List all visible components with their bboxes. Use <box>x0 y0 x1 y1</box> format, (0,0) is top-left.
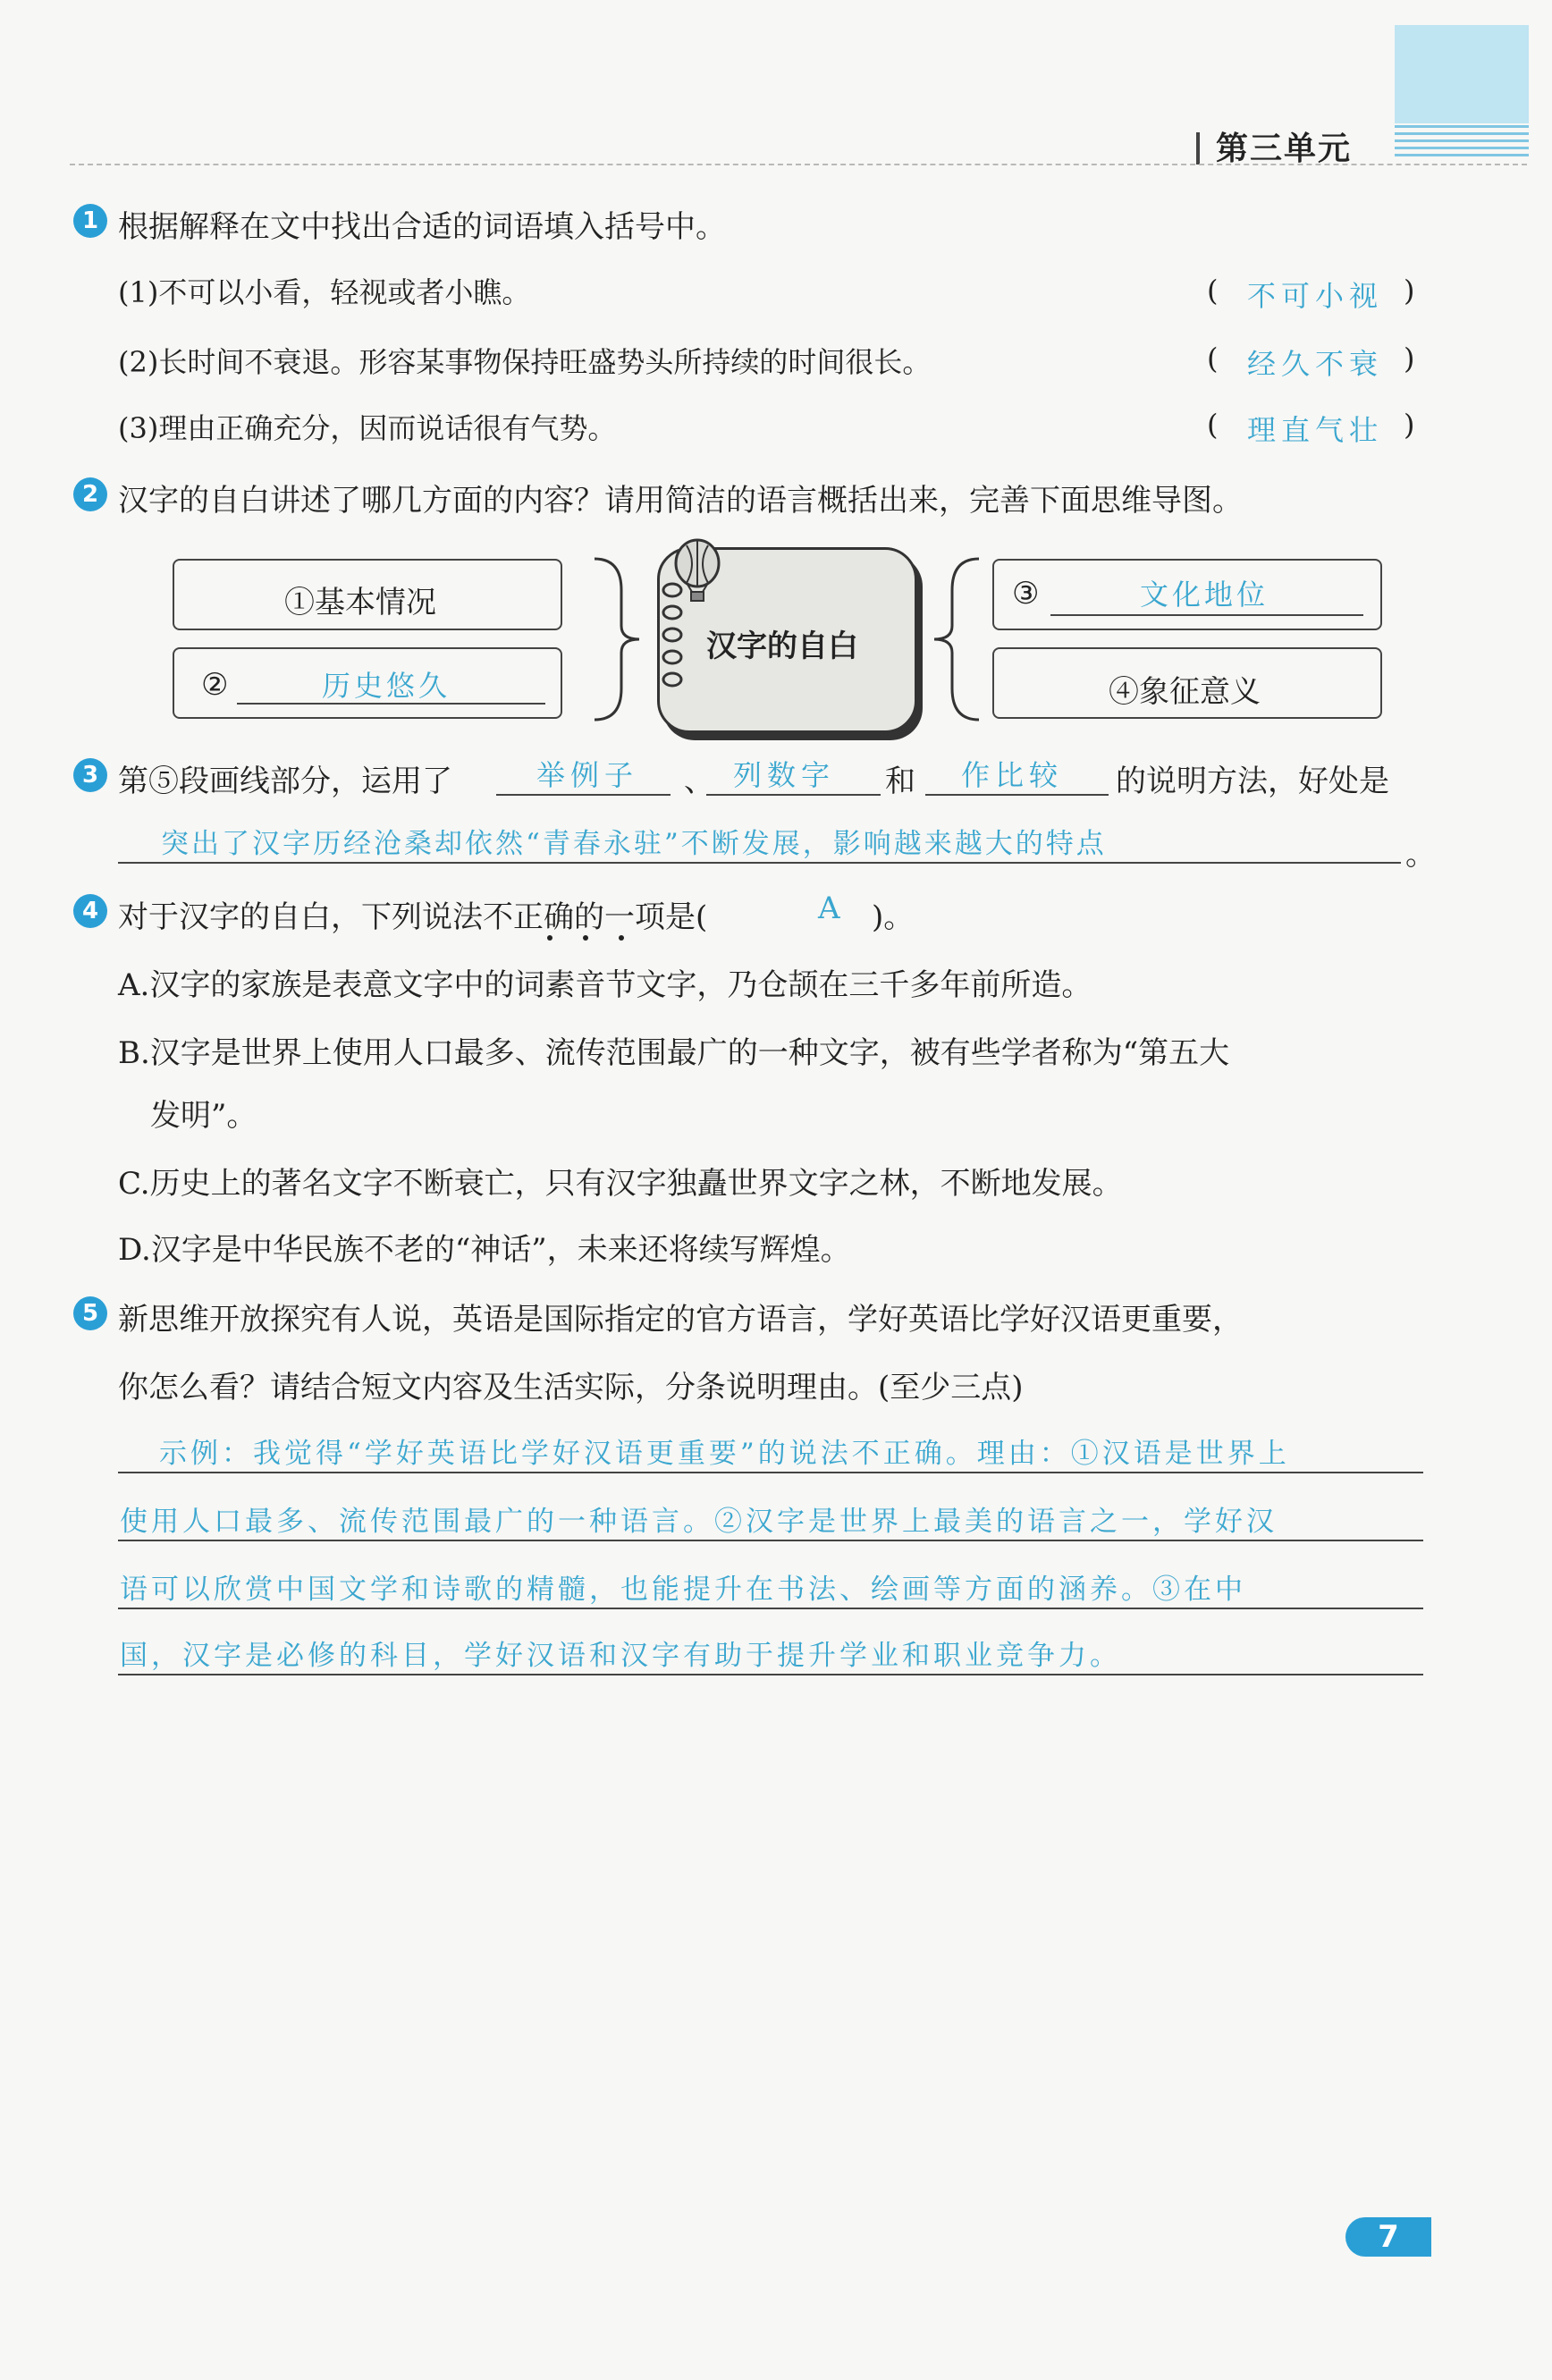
mindmap-box-3-underline <box>1050 614 1363 616</box>
corner-decoration <box>1395 25 1529 123</box>
q5-answer-line-4: 国，汉字是必修的科目，学好汉语和汉字有助于提升学业和职业竞争力。 <box>120 1640 1121 1672</box>
q3-blank-2-underline <box>706 794 881 796</box>
q1-close-paren-2: ) <box>1404 342 1415 376</box>
q5-stem-line-1: 新思维开放探究有人说，英语是国际指定的官方语言，学好英语比学好汉语更重要， <box>118 1302 1243 1338</box>
q3-answer-underline <box>118 862 1401 864</box>
q4-option-d: D.汉字是中华民族不老的“神话”，未来还将续写辉煌。 <box>118 1232 851 1268</box>
q4-option-a: A.汉字的家族是表意文字中的词素音节文字，乃仓颉在三千多年前所造。 <box>118 967 1092 1003</box>
header-stripes <box>1395 125 1529 163</box>
question-number-2: 2 <box>73 477 107 511</box>
mindmap-box-1-label: ①基本情况 <box>284 585 436 620</box>
question-number-4: 4 <box>73 894 107 928</box>
q1-answer-1: 不可小视 <box>1247 279 1384 313</box>
q3-stem-b: 的说明方法，好处是 <box>1116 764 1389 799</box>
q3-answer: 突出了汉字历经沧桑却依然“青春永驻”不断发展，影响越来越大的特点 <box>161 828 1107 860</box>
mindmap-box-2-underline <box>237 703 545 705</box>
q4-option-b: B.汉字是世界上使用人口最多、流传范围最广的一种文字，被有些学者称为“第五大 <box>118 1035 1230 1071</box>
question-number-1: 1 <box>73 204 107 238</box>
mindmap-box-4-label: ④象征意义 <box>1109 674 1261 710</box>
unit-divider <box>1196 132 1200 165</box>
q4-option-b-cont: 发明”。 <box>150 1098 257 1134</box>
q1-answer-2: 经久不衰 <box>1247 347 1384 381</box>
q5-answer-line-3: 语可以欣赏中国文学和诗歌的精髓，也能提升在书法、绘画等方面的涵养。③在中 <box>120 1574 1246 1606</box>
mindmap-center-title: 汉字的自白 <box>706 629 858 664</box>
q4-stem-a: 对于汉字的自白，下列说法不正确的一项是( <box>118 899 708 935</box>
q3-blank-1: 举例子 <box>536 758 639 792</box>
hot-air-balloon-icon <box>662 536 733 608</box>
q5-answer-line-2: 使用人口最多、流传范围最广的一种语言。②汉字是世界上最美的语言之一，学好汉 <box>120 1506 1278 1538</box>
q5-answer-underline-4 <box>118 1674 1423 1675</box>
unit-title: 第三单元 <box>1216 131 1353 167</box>
left-brace <box>586 554 648 724</box>
q1-open-paren-1: ( <box>1207 274 1219 308</box>
q5-answer-line-1: 示例：我觉得“学好英语比学好汉语更重要”的说法不正确。理由：①汉语是世界上 <box>159 1438 1290 1470</box>
q1-answer-3: 理直气壮 <box>1247 413 1384 447</box>
q5-answer-underline-3 <box>118 1608 1423 1609</box>
q3-blank-3: 作比较 <box>961 758 1064 792</box>
question-number-3: 3 <box>73 758 107 792</box>
q4-option-c: C.历史上的著名文字不断衰亡，只有汉字独矗世界文字之林，不断地发展。 <box>118 1166 1123 1202</box>
mindmap-box-2-answer: 历史悠久 <box>322 669 451 703</box>
q4-stem-b: )。 <box>872 899 915 935</box>
mindmap-box-3-answer: 文化地位 <box>1140 578 1269 612</box>
q1-item-3: (3)理由正确充分，因而说话很有气势。 <box>118 411 617 445</box>
emphasis-dot <box>547 935 552 941</box>
q2-stem: 汉字的自白讲述了哪几方面的内容？请用简洁的语言概括出来，完善下面思维导图。 <box>118 483 1243 519</box>
q1-open-paren-2: ( <box>1207 342 1219 376</box>
q1-close-paren-1: ) <box>1404 274 1415 308</box>
q4-answer: A <box>818 890 846 926</box>
header-dashed-line <box>70 164 1527 165</box>
emphasis-dot <box>619 935 624 941</box>
q3-sep-2: 和 <box>885 764 915 799</box>
q3-blank-3-underline <box>925 794 1109 796</box>
q5-answer-underline-2 <box>118 1540 1423 1541</box>
q3-blank-2: 列数字 <box>733 758 836 792</box>
mindmap-box-3-mark: ③ <box>1012 576 1040 612</box>
page-number: 7 <box>1345 2217 1431 2257</box>
q3-blank-1-underline <box>496 794 671 796</box>
q1-open-paren-3: ( <box>1207 408 1219 442</box>
q1-item-1: (1)不可以小看，轻视或者小瞧。 <box>118 275 531 309</box>
q1-stem: 根据解释在文中找出合适的词语填入括号中。 <box>118 209 726 245</box>
mindmap-box-2-mark: ② <box>201 667 229 703</box>
q3-end: 。 <box>1405 837 1436 873</box>
question-number-5: 5 <box>73 1296 107 1330</box>
emphasis-dot <box>583 935 588 941</box>
right-brace <box>925 554 988 724</box>
q3-stem-a: 第⑤段画线部分，运用了 <box>118 764 452 799</box>
q3-sep-1: 、 <box>684 764 714 799</box>
q1-close-paren-3: ) <box>1404 408 1415 442</box>
q5-answer-underline-1 <box>118 1472 1423 1473</box>
q1-item-2: (2)长时间不衰退。形容某事物保持旺盛势头所持续的时间很长。 <box>118 345 932 379</box>
q5-stem-line-2: 你怎么看？请结合短文内容及生活实际，分条说明理由。(至少三点) <box>118 1370 1024 1405</box>
